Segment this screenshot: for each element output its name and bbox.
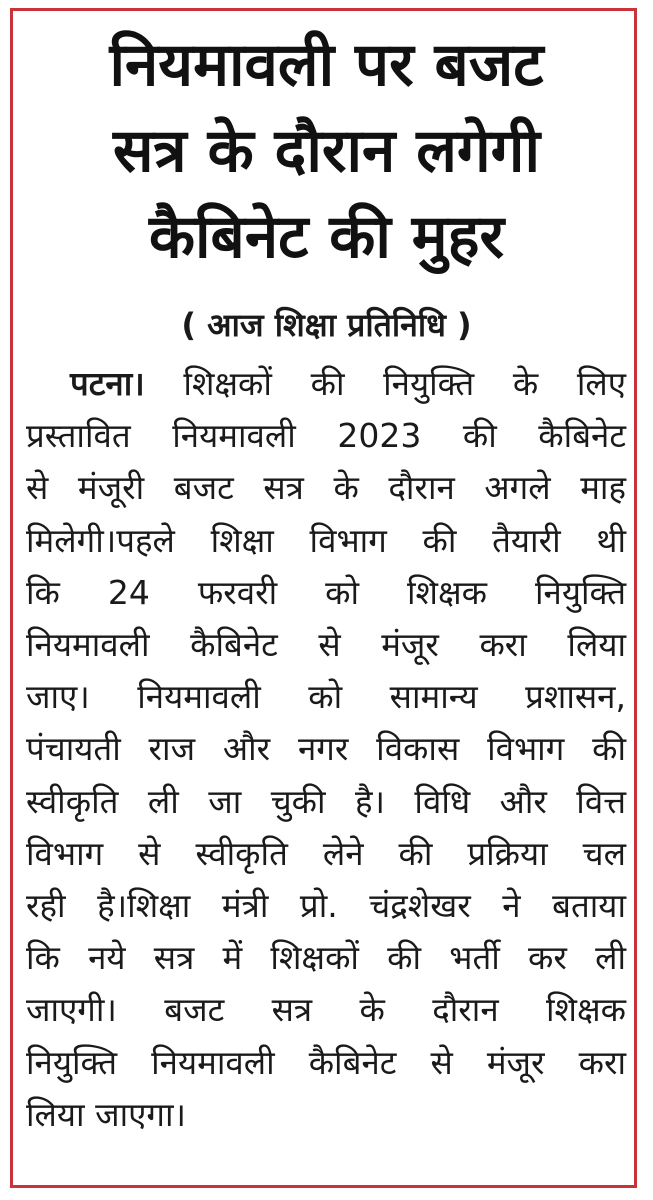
headline-line: कैबिनेट की मुहर xyxy=(148,202,505,272)
body-line: पंचायती राज और नगर विकास विभाग की xyxy=(26,729,626,769)
body-line: नियमावली कैबिनेट से मंजूर करा लिया xyxy=(26,625,626,665)
body-line: लिया जाएगा। xyxy=(26,1094,187,1134)
body-line: मिलेगी।पहले शिक्षा विभाग की तैयारी थी xyxy=(26,520,626,560)
body-line: नियुक्ति नियमावली कैबिनेट से मंजूर करा xyxy=(26,1042,626,1082)
headline-line: नियमावली पर बजट xyxy=(109,30,544,100)
body-line: से मंजूरी बजट सत्र के दौरान अगले माह xyxy=(26,468,626,508)
body-line: रही है।शिक्षा मंत्री प्रो. चंद्रशेखर ने बताया xyxy=(26,886,626,926)
body-text: शिक्षकों की नियुक्ति के लिए xyxy=(183,364,626,403)
body-line: जाए। नियमावली को सामान्य प्रशासन, xyxy=(26,677,626,717)
article-body xyxy=(26,358,626,1141)
body-line: स्वीकृति ली जा चुकी है। विधि और वित्त xyxy=(26,781,626,821)
body-line: कि 24 फरवरी को शिक्षक नियुक्ति xyxy=(26,572,626,612)
body-line: कि नये सत्र में शिक्षकों की भर्ती कर ली xyxy=(26,938,626,978)
body-line: प्रस्तावित नियमावली 2023 की कैबिनेट xyxy=(26,416,626,456)
body-line: विभाग से स्वीकृति लेने की प्रक्रिया चल xyxy=(26,833,626,873)
body-line: जाएगी। बजट सत्र के दौरान शिक्षक xyxy=(26,990,626,1030)
byline: ( आज शिक्षा प्रतिनिधि ) xyxy=(181,306,472,344)
dateline: पटना। xyxy=(70,364,145,403)
body-line xyxy=(26,358,626,410)
headline-line: सत्र के दौरान लगेगी xyxy=(113,116,540,186)
headline xyxy=(14,22,639,280)
